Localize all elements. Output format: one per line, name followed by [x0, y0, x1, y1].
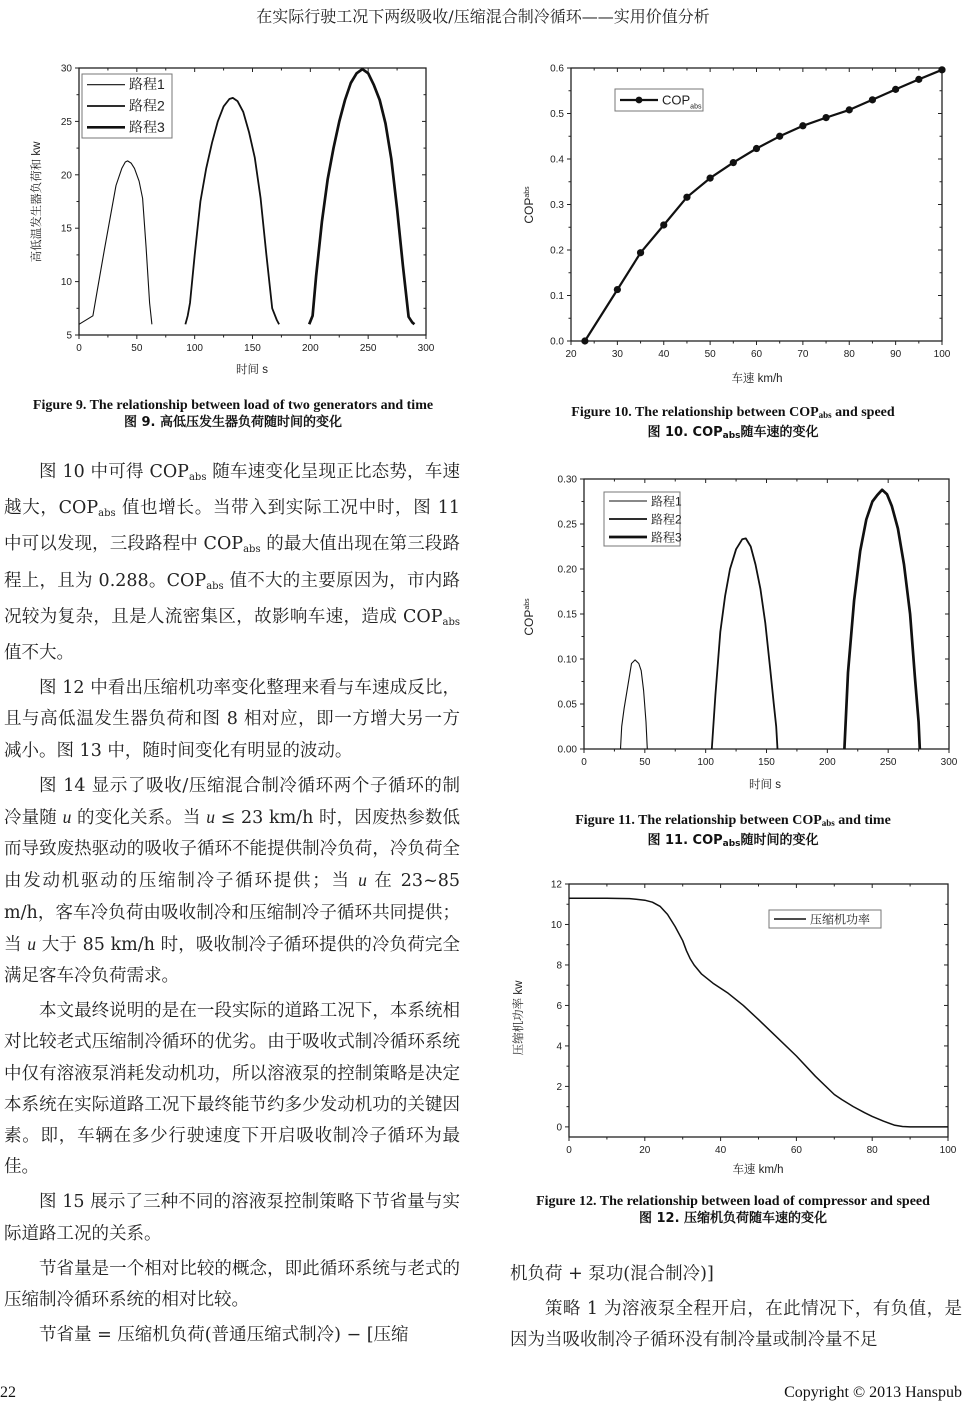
fig10-x-tick-label: 60	[750, 349, 763, 360]
fig11-x-tick-label: 150	[758, 757, 775, 768]
fig9-y-tick-label: 30	[60, 63, 72, 75]
figure-11-caption-en: Figure 11. The relationship between $COP_{abs}$ and time	[575, 813, 891, 828]
fig12-x-axis-label: 车速 km/h	[732, 1164, 784, 1176]
fig12-y-axis-label: 压缩机功率 kw	[513, 980, 525, 1056]
fig12-legend-label: 压缩机功率	[810, 912, 871, 927]
fig11-x-axis-label: 时间 s	[749, 779, 781, 791]
paragraph-savings: 节省量是一个相对比较的概念，即此循环系统与老式的压缩制冷循环系统的相对比较。	[4, 1258, 460, 1311]
fig11-y-tick-label: 0.30	[557, 474, 577, 486]
fig10-y-axis-label: $COP^{abs}$	[522, 186, 536, 224]
fig12-series-line-1	[569, 898, 948, 1127]
fig11-x-tick-label: 250	[879, 757, 897, 768]
fig12-y-tick-label: 8	[556, 960, 562, 972]
fig9-x-tick-label: 0	[76, 343, 82, 354]
figure-10-caption-zh: 图 10. $COP_{abs}$随车速的变化	[647, 425, 819, 441]
fig11-y-axis-label: $COP^{abs}$	[522, 598, 536, 636]
fig10-x-tick-label: 90	[890, 349, 902, 360]
fig10-y-tick-label: 0.3	[550, 200, 564, 211]
fig9-x-tick-label: 50	[131, 343, 143, 354]
fig11-x-tick-label: 0	[581, 757, 587, 768]
fig10-x-tick-label: 50	[704, 349, 716, 360]
fig11-x-tick-label: 100	[697, 757, 715, 768]
paragraph-strategy-1: 策略 1 为溶液泵全程开启，在此情况下，有负值，是因为当吸收制冷子循环没有制冷量或制冷量不足	[510, 1299, 962, 1351]
figure-11-caption-zh: 图 11. $COP_{abs}$随时间的变化	[647, 833, 819, 849]
fig10-x-tick-label: 100	[933, 349, 951, 360]
fig9-y-tick-label: 20	[60, 170, 72, 182]
fig10-y-tick-label: 0.5	[550, 109, 564, 120]
paragraph-fig15: 图 15 展示了三种不同的溶液泵控制策略下节省量与实际道路工况的关系。	[4, 1192, 460, 1244]
fig11-y-tick-label: 0.00	[557, 744, 577, 756]
fig9-y-tick-label: 25	[60, 116, 72, 128]
paragraph-fig14: 图 14 显示了吸收/压缩混合制冷循环两个子循环的制冷量随 u 的变化关系。当 u ≤ 23 km/h 时，因废热参数低而导致废热驱动的吸收子循环不能提供制冷负荷，冷负荷全由发动机驱动的压缩制冷子循环提供；当 u 在 23~85 m/h，客车冷负荷由吸收制冷和压缩制冷子循环共同提供；当 u 大于 85 km/h 时，吸收制冷子循环提供的冷负荷完全满足客车冷负荷需求。	[4, 775, 460, 987]
fig9-y-axis-label: 高低温发生器负荷和 kw	[31, 141, 43, 263]
running-title: 在实际行驶工况下两级吸收/压缩混合制冷循环——实用价值分析	[256, 7, 710, 26]
fig12-y-tick-label: 6	[556, 1000, 562, 1012]
fig9-legend-label: 路程1	[129, 76, 165, 93]
fig11-x-tick-label: 50	[639, 757, 651, 768]
fig10-x-tick-label: 80	[843, 349, 855, 360]
figure-9-caption-zh: 图 9. 高低压发生器负荷随时间的变化	[123, 415, 343, 430]
fig12-plot-frame	[569, 884, 948, 1137]
fig11-y-tick-label: 0.10	[557, 654, 577, 666]
fig11-y-tick-label: 0.20	[557, 564, 577, 576]
fig9-x-tick-label: 300	[417, 343, 435, 354]
fig9-x-tick-label: 150	[244, 343, 261, 354]
figure-10-caption-en: Figure 10. The relationship between $COP_{abs}$ and speed	[571, 405, 895, 420]
fig9-legend-label: 路程3	[129, 118, 165, 135]
fig10-x-tick-label: 20	[565, 349, 577, 360]
fig10-x-tick-label: 30	[611, 349, 623, 360]
figure-12-caption-en: Figure 12. The relationship between load of compressor and speed	[536, 1194, 930, 1209]
fig11-x-tick-label: 200	[818, 757, 836, 768]
paragraph-cop-speed: 图 10 中可得 $COP_{abs}$ 随车速变化呈现正比态势，车速越大，$COP_{abs}$ 值也增长。当带入到实际工况中时，图 11 中可以发现，三段路程中 $COP_{abs}$ 的最大值出现在第三段路程上，且为 0.288。$COP_{abs}$ 值不大的主要原因为，市内路况较为复杂，且是人流密集区，故影响车速，造成 $COP_{abs}$ 值不大。	[4, 462, 461, 664]
paragraph-conclusion: 本文最终说明的是在一段实际的道路工况下，本系统相对比较老式压缩制冷循环的优劣。由于吸收式制冷循环系统中仅有溶液泵消耗发动机功，所以溶液泵的控制策略是决定本系统在实际道路工况下最终能节约多少发动机功的关键因素。即，车辆在多少行驶速度下开启吸收制冷子循环为最佳。	[4, 1001, 460, 1178]
fig11-legend-label: 路程3	[651, 530, 682, 545]
figure-12-caption	[500, 1193, 966, 1227]
body-text-left	[4, 457, 460, 1351]
copyright-notice: Copyright © 2013 Hanspub	[784, 1384, 962, 1401]
fig11-x-tick-label: 300	[940, 757, 958, 768]
fig10-y-tick-label: 0.4	[550, 154, 564, 166]
body-text-right	[510, 1259, 962, 1357]
fig10-legend-label: $COP_{abs}$	[662, 92, 702, 111]
fig9-x-axis-label: 时间 s	[236, 364, 268, 376]
fig11-y-tick-label: 0.25	[557, 519, 577, 531]
fig11-legend-label: 路程2	[651, 512, 682, 527]
fig9-y-tick-label: 10	[60, 277, 72, 289]
fig12-x-tick-label: 40	[715, 1145, 727, 1156]
fig9-legend-label: 路程2	[129, 97, 165, 114]
figure-12-caption-zh: 图 12. 压缩机负荷随车速的变化	[638, 1211, 828, 1226]
fig12-y-tick-label: 0	[556, 1122, 562, 1134]
fig12-x-tick-label: 100	[939, 1145, 957, 1156]
fig10-y-tick-label: 0.6	[550, 63, 564, 75]
fig9-x-tick-label: 200	[301, 343, 319, 354]
fig10-y-tick-label: 0.0	[550, 336, 564, 348]
fig9-x-tick-label: 100	[186, 343, 204, 354]
fig10-x-tick-label: 40	[658, 349, 670, 360]
figure-9-caption-en: Figure 9. The relationship between load of two generators and time	[32, 398, 434, 413]
fig10-x-tick-label: 70	[797, 349, 809, 360]
fig12-y-tick-label: 12	[550, 879, 562, 891]
fig12-x-tick-label: 0	[566, 1145, 572, 1156]
fig10-x-axis-label: 车速 km/h	[731, 373, 783, 385]
fig9-x-tick-label: 250	[359, 343, 377, 354]
fig11-legend-label: 路程1	[651, 494, 682, 509]
fig11-y-tick-label: 0.15	[557, 609, 577, 621]
fig9-y-tick-label: 5	[66, 330, 72, 342]
page-number: 22	[0, 1384, 16, 1401]
fig11-y-tick-label: 0.05	[557, 699, 577, 711]
paragraph-savings-formula: 节省量 = 压缩机负荷(普通压缩式制冷) − [压缩	[39, 1325, 409, 1346]
fig12-y-tick-label: 2	[556, 1081, 562, 1093]
fig12-x-tick-label: 80	[866, 1145, 878, 1156]
paragraph-compressor: 图 12 中看出压缩机功率变化整理来看与车速成反比，且与高低温发生器负荷和图 8 相对应，即一方增大另一方减小。图 13 中，随时间变化有明显的波动。	[4, 678, 460, 761]
fig9-y-tick-label: 15	[60, 223, 72, 235]
fig10-y-tick-label: 0.1	[550, 291, 564, 302]
fig12-y-tick-label: 10	[550, 919, 562, 931]
fig12-x-tick-label: 20	[639, 1145, 651, 1156]
fig10-y-tick-label: 0.2	[550, 245, 564, 257]
fig12-x-tick-label: 60	[790, 1145, 802, 1156]
paragraph-formula-cont: 机负荷 + 泵功(混合制冷)]	[510, 1264, 714, 1284]
fig12-y-tick-label: 4	[556, 1041, 562, 1053]
